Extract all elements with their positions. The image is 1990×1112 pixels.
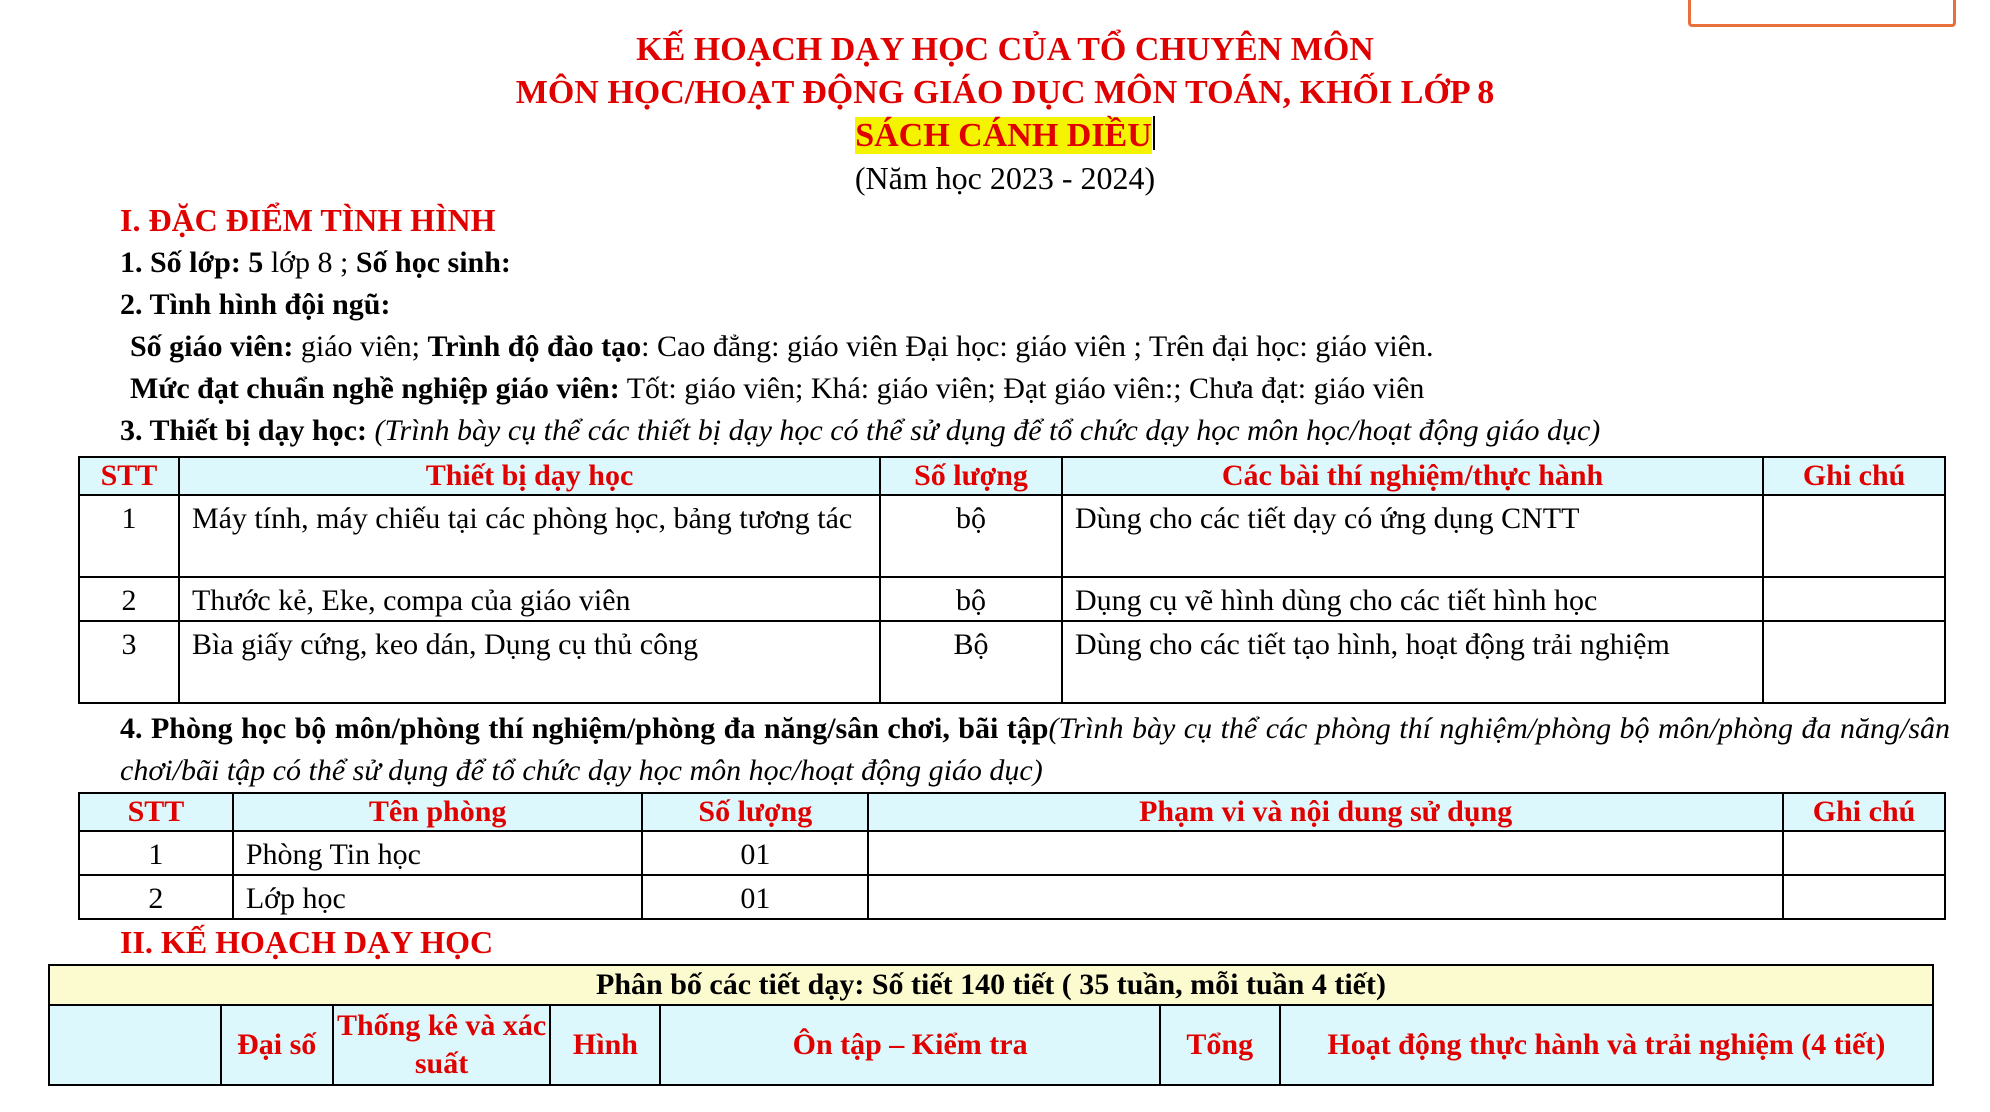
row-stt: 2: [79, 875, 233, 919]
equipment-table-header: [79, 457, 1945, 495]
rooms-heading-label: 4. Phòng học bộ môn/phòng thí nghiệm/phòng đa năng/sân chơi, bãi tập: [120, 712, 1049, 745]
title-line-2: MÔN HỌC/HOẠT ĐỘNG GIÁO DỤC MÔN TOÁN, KHỐI LỚP 8: [515, 74, 1495, 111]
row-scope: [868, 831, 1783, 875]
teaching-plan-table: [48, 964, 1934, 1086]
col-statistics: Thống kê và xác suất: [333, 1005, 551, 1085]
header-scope: Phạm vi và nội dung sử dụng: [868, 793, 1783, 831]
row-use: Dùng cho các tiết tạo hình, hoạt động trải nghiệm: [1062, 621, 1763, 703]
book-name: SÁCH CÁNH DIỀU: [855, 117, 1152, 154]
text-cursor: [1153, 116, 1155, 150]
equipment-note: (Trình bày cụ thể các thiết bị dạy học có thể sử dụng để tổ chức dạy học môn học/hoạt động giáo dục): [367, 414, 1601, 447]
class-count-line: [120, 242, 1960, 284]
row-quantity: bộ: [880, 495, 1062, 577]
row-note: [1783, 875, 1945, 919]
teacher-line: [120, 326, 1960, 368]
row-stt: 3: [79, 621, 179, 703]
training-label: Trình độ đào tạo: [427, 330, 642, 363]
equipment-table: [78, 456, 1946, 704]
col-total: Tổng: [1160, 1005, 1280, 1085]
section-1-heading: I. ĐẶC ĐIỂM TÌNH HÌNH: [120, 202, 496, 238]
row-scope: [868, 875, 1783, 919]
teacher-count-label: Số giáo viên:: [130, 330, 294, 363]
document-header: [0, 28, 1990, 200]
standard-text: Tốt: giáo viên; Khá: giáo viên; Đạt giáo viên:; Chưa đạt: giáo viên: [619, 372, 1425, 405]
plan-banner: Phân bố các tiết dạy: Số tiết 140 tiết ( 35 tuần, mỗi tuần 4 tiết): [49, 965, 1933, 1005]
row-room: Phòng Tin học: [233, 831, 643, 875]
plan-banner-row: [49, 965, 1933, 1005]
training-text: : Cao đẳng: giáo viên Đại học: giáo viên ; Trên đại học: giáo viên.: [641, 330, 1434, 363]
col-activities: Hoạt động thực hành và trải nghiệm (4 tiết): [1280, 1005, 1933, 1085]
row-note: [1763, 495, 1945, 577]
header-stt: STT: [79, 793, 233, 831]
table-row: [79, 495, 1945, 577]
rooms-heading-note: (Trình bày cụ thể các phòng thí nghiệm/phòng bộ môn/phòng đa năng/sân chơi/bãi tập có thể sử dụng để tổ chức dạy học môn học/hoạt động giáo dục): [120, 712, 1950, 787]
table-row: [79, 875, 1945, 919]
staff-heading: 2. Tình hình đội ngũ:: [120, 288, 391, 321]
corner-box: [1688, 0, 1956, 27]
row-note: [1763, 577, 1945, 621]
row-use: Dùng cho các tiết dạy có ứng dụng CNTT: [1062, 495, 1763, 577]
row-device: Máy tính, máy chiếu tại các phòng học, bảng tương tác: [179, 495, 880, 577]
row-device: Thước kẻ, Eke, compa của giáo viên: [179, 577, 880, 621]
teacher-count-text: giáo viên;: [293, 330, 428, 363]
student-count-label: Số học sinh:: [355, 246, 511, 279]
row-quantity: 01: [642, 875, 868, 919]
title-line-1: KẾ HOẠCH DẠY HỌC CỦA TỔ CHUYÊN MÔN: [636, 31, 1374, 68]
table-row: [79, 621, 1945, 703]
row-quantity: bộ: [880, 577, 1062, 621]
row-use: Dụng cụ vẽ hình dùng cho các tiết hình học: [1062, 577, 1763, 621]
standard-line: [120, 368, 1960, 410]
row-stt: 1: [79, 495, 179, 577]
row-stt: 2: [79, 577, 179, 621]
section-1: [120, 198, 1960, 452]
equipment-heading: 3. Thiết bị dạy học:: [120, 414, 367, 447]
row-quantity: 01: [642, 831, 868, 875]
table-row: [79, 577, 1945, 621]
equipment-heading-line: [120, 410, 1960, 452]
header-note: Ghi chú: [1763, 457, 1945, 495]
standard-label: Mức đạt chuẩn nghề nghiệp giáo viên:: [130, 372, 620, 405]
plan-columns-row: [49, 1005, 1933, 1085]
col-algebra: Đại số: [221, 1005, 333, 1085]
table-row: [79, 831, 1945, 875]
header-experiments: Các bài thí nghiệm/thực hành: [1062, 457, 1763, 495]
title-line-3: [0, 114, 1990, 157]
row-room: Lớp học: [233, 875, 643, 919]
row-device: Bìa giấy cứng, keo dán, Dụng cụ thủ công: [179, 621, 880, 703]
school-year: (Năm học 2023 - 2024): [854, 160, 1156, 196]
row-quantity: Bộ: [880, 621, 1062, 703]
section-2-heading: II. KẾ HOẠCH DẠY HỌC: [120, 924, 494, 960]
row-note: [1783, 831, 1945, 875]
header-stt: STT: [79, 457, 179, 495]
room-table: [78, 792, 1946, 920]
row-note: [1763, 621, 1945, 703]
header-device: Thiết bị dạy học: [179, 457, 880, 495]
col-blank: [49, 1005, 221, 1085]
header-room-name: Tên phòng: [233, 793, 643, 831]
rooms-heading: [120, 708, 1950, 792]
room-table-header: [79, 793, 1945, 831]
header-note: Ghi chú: [1783, 793, 1945, 831]
col-review: Ôn tập – Kiểm tra: [660, 1005, 1159, 1085]
header-quantity: Số lượng: [642, 793, 868, 831]
col-geometry: Hình: [550, 1005, 660, 1085]
header-quantity: Số lượng: [880, 457, 1062, 495]
class-count-label: 1. Số lớp: 5: [120, 246, 264, 279]
class-count-text: lớp 8 ;: [263, 246, 356, 279]
row-stt: 1: [79, 831, 233, 875]
